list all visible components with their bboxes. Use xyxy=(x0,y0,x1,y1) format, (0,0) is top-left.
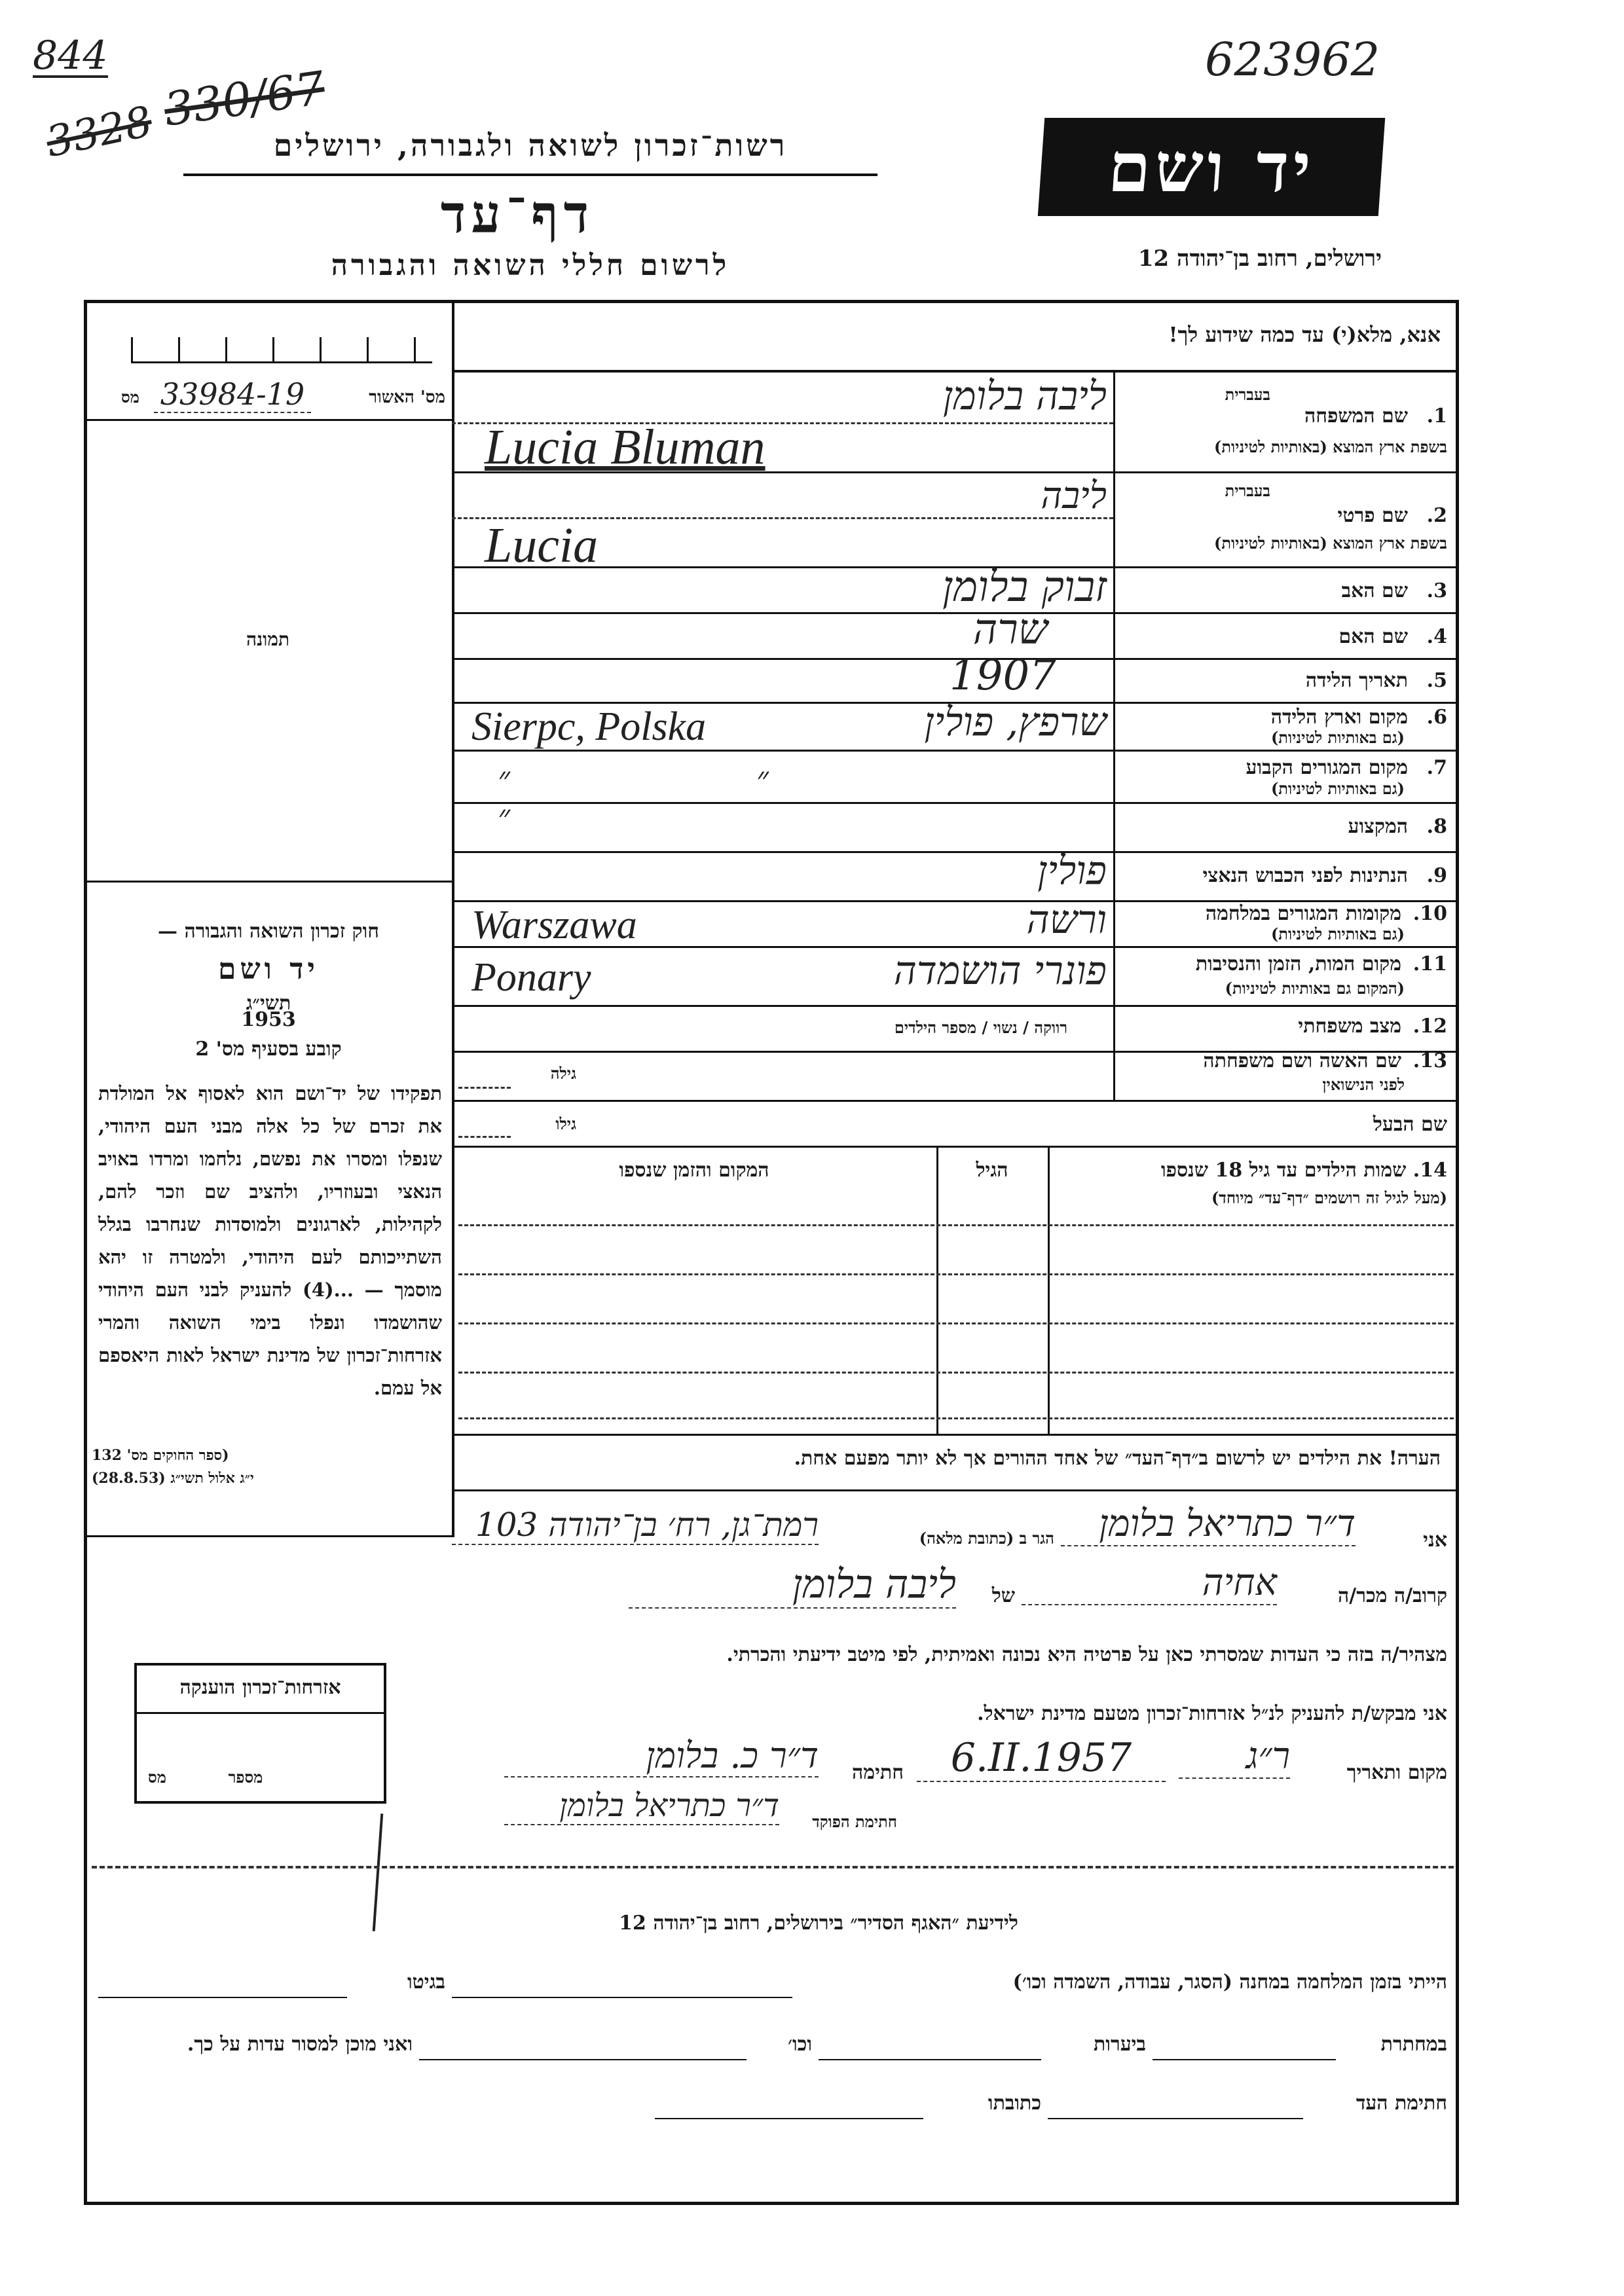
tick-marks xyxy=(131,337,432,363)
field-8-number: 8. xyxy=(1426,815,1447,838)
citizenship-no-sign: מס xyxy=(148,1768,166,1787)
photo-label: תמונה xyxy=(246,629,290,650)
field-11-number: 11. xyxy=(1412,953,1447,975)
photo-box-top xyxy=(84,419,452,421)
field-1-value-hebrew: ליבה בלומן xyxy=(942,373,1107,419)
declarant-i-label: אני xyxy=(1423,1529,1447,1552)
field-9-label: הנתינות לפני הכבוש הנאצי xyxy=(1202,864,1408,887)
citizenship-number-label: מספר xyxy=(228,1768,263,1787)
date-value: 6.II.1957 xyxy=(917,1735,1166,1782)
field-7-value: ״ ״ ״ xyxy=(498,759,887,835)
of-label: של xyxy=(991,1584,1015,1607)
field-8-label: המקצוע xyxy=(1348,815,1408,838)
official-signature-label: חתימת הפוקד xyxy=(812,1812,897,1831)
of-value: ליבה בלומן xyxy=(629,1561,956,1609)
children-row xyxy=(458,1273,1454,1275)
law-name: יד ושם xyxy=(218,953,319,986)
form-title: דף־עד xyxy=(440,183,595,245)
field-9-number: 9. xyxy=(1426,864,1447,887)
row-rule xyxy=(452,1146,1459,1148)
law-source-date: י״ג אלול תשי״ג (28.8.53) xyxy=(92,1470,254,1487)
law-year-hebrew: תשי״ג xyxy=(246,992,291,1015)
authority-underline xyxy=(183,173,877,176)
instructions-rule xyxy=(452,370,1459,373)
bottom-line2-fill-c xyxy=(419,2059,747,2060)
note-rule xyxy=(452,1489,1459,1491)
field-1-lang: בעברית xyxy=(1225,385,1270,404)
photo-box-bottom xyxy=(84,881,452,883)
authority-name: רשות־זכרון לשואה ולגבורה, ירושלים xyxy=(273,128,788,163)
place-value: ר״ג xyxy=(1179,1735,1290,1779)
label-column-divider xyxy=(1113,370,1115,1100)
bottom-line2-end: ואני מוכן למסור עדות על כך. xyxy=(187,2033,413,2056)
field-2-label: שם פרטי xyxy=(1337,504,1408,527)
crossed-reference: 330/67 xyxy=(160,61,328,137)
signature-value: ד״ר כ. בלומן xyxy=(504,1735,819,1777)
field-13-age-line xyxy=(458,1087,511,1089)
form-subtitle: לרשום חללי השואה והגבורה xyxy=(331,249,730,282)
ticks-base xyxy=(131,361,432,363)
field-2-lang: בעברית xyxy=(1225,481,1270,500)
bottom-line1: הייתי בזמן המלחמה במחנה (הסגר, עבודה, השמדה וכו׳) xyxy=(1012,1971,1447,1994)
field-13-age-label: גילה xyxy=(550,1064,576,1083)
bottom-line3-b: כתובתו xyxy=(987,2092,1041,2115)
field-2-number: 2. xyxy=(1426,504,1447,527)
logo-text: יד ושם xyxy=(1105,126,1318,208)
field-6-value-latin: Sierpc, Polska xyxy=(471,704,707,749)
field-12-number: 12. xyxy=(1412,1015,1447,1038)
field-10-label: מקומות המגורים במלחמה xyxy=(1205,902,1401,925)
field-4-number: 4. xyxy=(1426,625,1447,648)
note: הערה! את הילדים יש לרשום ב״דף־העד״ של אחד ההורים אך לא יותר מפעם אחת. xyxy=(794,1447,1441,1470)
field-7-label: מקום המגורים הקבוע xyxy=(1246,756,1408,779)
field-4-value: שרה xyxy=(972,606,1048,654)
children-sub: (מעל לגיל זה רושמים ״דף־עד״ מיוחד) xyxy=(1211,1188,1447,1207)
children-col-place: המקום והזמן שנספו xyxy=(619,1159,769,1182)
field-12-value: רווקה / נשוי / מספר הילדים xyxy=(894,1018,1067,1037)
bottom-line1-fill-end xyxy=(98,1997,347,1998)
field-7-number: 7. xyxy=(1426,756,1447,779)
law-title: חוק זכרון השואה והגבורה — xyxy=(158,920,379,943)
children-row xyxy=(458,1322,1454,1324)
left-column-divider xyxy=(452,300,454,1537)
field-10-number: 10. xyxy=(1412,902,1447,925)
field-3-number: 3. xyxy=(1426,579,1447,602)
field-6-sub: (גם באותיות לטיניות) xyxy=(1270,728,1405,747)
husband-age-line xyxy=(458,1136,511,1138)
law-box-bottom xyxy=(84,1535,454,1537)
instructions: אנא, מלא(י) עד כמה שידוע לך! xyxy=(1168,322,1441,347)
bottom-line1-fill xyxy=(452,1997,792,1998)
citizenship-box-title: אזרחות־זכרון הוענקה xyxy=(179,1676,341,1699)
row-rule xyxy=(452,1005,1459,1007)
field-11-label: מקום המות, הזמן והנסיבות xyxy=(1195,953,1401,975)
field-7-sub: (גם באותיות לטיניות) xyxy=(1270,779,1405,798)
field-2-sub: בשפת ארץ המוצא (באותיות לטיניות) xyxy=(1214,534,1447,553)
field-13-number: 13. xyxy=(1412,1049,1447,1072)
law-clause: קובע בסעיף מס' 2 xyxy=(195,1038,342,1061)
bottom-line2-fill-b xyxy=(819,2059,1041,2060)
field-10-value-latin: Warszawa xyxy=(471,903,637,947)
bottom-line2-a: במחתרת xyxy=(1380,2033,1447,2056)
yad-vashem-logo xyxy=(1038,118,1385,216)
field-1-value-latin: Lucia Bluman xyxy=(485,420,766,475)
approval-label: מס' האשור xyxy=(369,388,445,407)
bottom-line3-a: חתימת העד xyxy=(1356,2092,1447,2115)
law-year: 1953 xyxy=(241,1008,296,1031)
husband-age-label: גילו xyxy=(555,1114,576,1133)
field-11-value-hebrew: פונרי הושמדה xyxy=(893,948,1107,994)
children-col-age: הגיל xyxy=(976,1159,1008,1182)
field-6-label: מקום וארץ הלידה xyxy=(1270,706,1408,729)
bottom-title: לידיעת ״האגף הסדיר״ בירושלים, רחוב בן־יהודה 12 xyxy=(619,1912,1018,1935)
field-6-number: 6. xyxy=(1426,706,1447,729)
declarant-address: רמת־גן, רח׳ בן־יהודה 103 xyxy=(452,1506,819,1545)
declaration-text: מצהיר/ה בזה כי העדות שמסרתי כאן על פרטיה היא נכונה ואמיתית, לפי מיטב ידיעתי והכרתי. xyxy=(726,1643,1447,1666)
field-11-sub: (המקום גם באותיות לטיניות) xyxy=(1225,979,1405,998)
crossed-number: 3328 xyxy=(42,97,157,168)
field-12-label: מצב משפחתי xyxy=(1298,1015,1401,1038)
law-body: תפקידו של יד־ושם הוא לאסוף אל המולדת את זכרם של כל אלה מבני העם היהודי, שנפלו ומסרו את נפשם, נלחמו ומרדו באויב הנאצי ובעוזריו, ולהציב שם וזכר להם, לקהילות, לארגונים ולמוסדות שנחרבו בגלל השתייכותם לעם היהודי, ולמטרה זו יהא מוסמך — ...(4) להעניק לבני העם היהודי שהושמדו ונפלו בימי השואה והמרי אזרחות־זכרון של מדינת ישראל לאות היאספם אל עמם. xyxy=(98,1082,442,1399)
place-date-label: מקום ותאריך xyxy=(1346,1761,1447,1784)
bottom-line3-fill-b xyxy=(655,2118,923,2119)
field-11-value-latin: Ponary xyxy=(471,955,591,1000)
law-source: (ספר החוקים מס' 132 xyxy=(92,1447,229,1464)
bottom-line3-fill-a xyxy=(1048,2118,1303,2119)
children-col-divider xyxy=(936,1146,938,1434)
field-1-sub: בשפת ארץ המוצא (באותיות לטיניות) xyxy=(1214,437,1447,456)
approval-value: 33984-19 xyxy=(154,376,311,413)
declarant-name: ד״ר כתריאל בלומן xyxy=(1061,1503,1356,1546)
field-5-number: 5. xyxy=(1426,669,1447,692)
approval-no-sign: מס xyxy=(121,388,139,407)
bottom-separator xyxy=(92,1866,1454,1868)
field-13-label: שם האשה ושם משפחתה xyxy=(1203,1049,1401,1072)
request-text: אני מבקש/ת להעניק לנ״ל אזרחות־זכרון מטעם מדינת ישראל. xyxy=(977,1702,1447,1725)
archive-number: 623962 xyxy=(1205,33,1380,86)
relation-label: קרוב/ה מכר/ה xyxy=(1338,1584,1447,1607)
children-row xyxy=(458,1372,1454,1374)
declarant-resides-label: הגר ב (כתובת מלאה) xyxy=(919,1529,1054,1548)
address: ירושלים, רחוב בן־יהודה 12 xyxy=(1137,246,1382,272)
bottom-line2-c: וכו׳ xyxy=(788,2033,812,2056)
children-table-bottom xyxy=(452,1434,1459,1436)
field-6-value-hebrew: שרפץ, פולין xyxy=(924,699,1107,745)
official-signature-value: ד״ר כתריאל בלומן xyxy=(504,1787,779,1825)
field-10-sub: (גם באותיות לטיניות) xyxy=(1270,924,1405,943)
field-3-value: זבוק בלומן xyxy=(942,563,1107,611)
field-3-label: שם האב xyxy=(1341,579,1408,602)
signature-label: חתימה xyxy=(852,1761,904,1784)
bottom-line2-b: ביערות xyxy=(1093,2033,1146,2056)
field-5-value: 1907 xyxy=(950,651,1056,700)
row-rule xyxy=(452,1100,1459,1102)
children-row xyxy=(458,1417,1454,1419)
children-label: 14. שמות הילדים עד גיל 18 שנספו xyxy=(1160,1159,1447,1182)
bottom-line2-fill-a xyxy=(1153,2059,1336,2060)
field-4-label: שם האם xyxy=(1338,625,1408,648)
relation-value: אחיה xyxy=(1022,1561,1277,1605)
field-2-value-hebrew: ליבה xyxy=(1041,475,1107,517)
husband-label: שם הבעל xyxy=(1373,1113,1447,1136)
children-row xyxy=(458,1224,1454,1226)
citizenship-box-rule xyxy=(134,1712,386,1714)
field-10-value-hebrew: ורשה xyxy=(1026,897,1107,943)
field-1-number: 1. xyxy=(1426,405,1447,428)
field-1-label: שם המשפחה xyxy=(1304,405,1408,428)
children-col-divider xyxy=(1048,1146,1050,1434)
field-9-value: פולין xyxy=(1037,848,1107,894)
field-5-label: תאריך הלידה xyxy=(1305,669,1408,692)
field-13-sub: לפני הנישואין xyxy=(1322,1075,1405,1094)
corner-code: 844 xyxy=(33,33,108,79)
field-2-value-latin: Lucia xyxy=(485,518,599,573)
bottom-line1-end: בגיטו xyxy=(407,1971,445,1994)
